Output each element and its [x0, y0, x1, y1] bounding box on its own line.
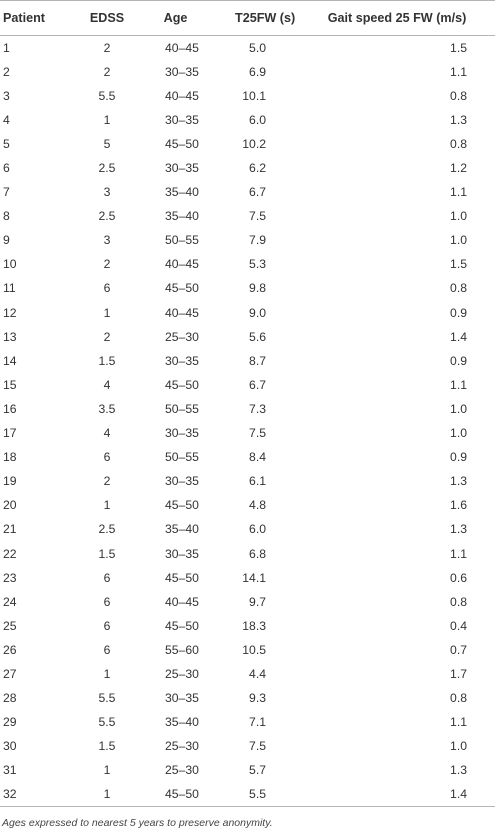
edss-cell: 6 — [103, 642, 111, 657]
age-cell: 25–30 — [165, 329, 199, 344]
gait-speed-cell: 0.8 — [450, 691, 467, 706]
t25fw-cell: 5.7 — [249, 763, 266, 778]
patient-cell: 30 — [3, 739, 17, 754]
age-cell: 45–50 — [165, 570, 199, 585]
t25fw-cell: 18.3 — [242, 618, 266, 633]
table-body — [0, 36, 495, 807]
t25fw-cell: 6.2 — [249, 161, 266, 176]
edss-cell: 1.5 — [98, 353, 116, 368]
gait-speed-cell: 1.3 — [450, 474, 467, 489]
table-row — [0, 782, 495, 806]
table-row — [0, 541, 495, 565]
edss-cell: 1 — [103, 763, 111, 778]
age-cell: 40–45 — [165, 594, 199, 609]
patient-cell: 23 — [3, 570, 17, 585]
age-cell: 45–50 — [142, 782, 209, 806]
table-row — [0, 493, 495, 517]
table-row — [0, 373, 495, 397]
table-row — [0, 36, 495, 60]
t25fw-cell: 10.2 — [242, 136, 266, 151]
gait-speed-cell: 1.3 — [450, 763, 467, 778]
age-cell: 30–35 — [165, 112, 199, 127]
patient-cell: 24 — [3, 594, 17, 609]
table-row — [0, 84, 495, 108]
edss-cell: 2 — [103, 474, 111, 489]
gait-speed-cell: 0.9 — [450, 353, 467, 368]
t25fw-cell: 6.0 — [249, 112, 266, 127]
edss-cell: 3 — [103, 185, 111, 200]
patient-cell: 3 — [3, 88, 10, 103]
t25fw-cell: 6.0 — [249, 522, 266, 537]
patient-cell: 5 — [3, 136, 10, 151]
age-cell: 25–30 — [165, 763, 199, 778]
patient-cell: 29 — [3, 715, 17, 730]
table-row — [0, 662, 495, 686]
edss-cell: 6 — [103, 618, 111, 633]
patient-cell: 28 — [3, 691, 17, 706]
t25fw-cell: 7.5 — [249, 209, 266, 224]
patient-cell: 19 — [3, 474, 17, 489]
age-cell: 45–50 — [165, 281, 199, 296]
patient-cell: 15 — [3, 377, 17, 392]
edss-cell: 3.5 — [98, 401, 116, 416]
t25fw-cell: 6.7 — [249, 377, 266, 392]
t25fw-cell: 10.1 — [242, 88, 266, 103]
edss-cell: 6 — [103, 450, 111, 465]
table-row — [0, 325, 495, 349]
t25fw-cell: 5.5 — [209, 782, 299, 806]
table-row — [0, 228, 495, 252]
age-cell: 25–30 — [165, 666, 199, 681]
table-row — [0, 686, 495, 710]
patient-cell: 10 — [3, 257, 17, 272]
header-age: Age — [142, 1, 209, 36]
gait-speed-cell: 1.0 — [450, 233, 467, 248]
t25fw-cell: 8.4 — [249, 450, 266, 465]
age-cell: 45–50 — [165, 136, 199, 151]
age-cell: 45–50 — [165, 618, 199, 633]
gait-speed-cell: 1.1 — [450, 64, 467, 79]
patient-cell: 31 — [3, 763, 17, 778]
edss-cell: 2 — [103, 329, 111, 344]
gait-speed-cell: 1.1 — [450, 377, 467, 392]
t25fw-cell: 9.7 — [249, 594, 266, 609]
table-footnote: Ages expressed to nearest 5 years to preserve anonymity. — [2, 817, 273, 829]
gait-speed-cell: 1.1 — [450, 546, 467, 561]
age-cell: 40–45 — [165, 40, 199, 55]
edss-cell: 4 — [103, 426, 111, 441]
t25fw-cell: 8.7 — [249, 353, 266, 368]
table-row — [0, 349, 495, 373]
gait-speed-cell: 1.1 — [450, 185, 467, 200]
table-row — [0, 276, 495, 300]
age-cell: 35–40 — [165, 715, 199, 730]
edss-cell: 2 — [103, 64, 111, 79]
gait-speed-cell: 1.2 — [450, 161, 467, 176]
age-cell: 40–45 — [165, 305, 199, 320]
edss-cell: 1 — [103, 666, 111, 681]
gait-speed-cell: 1.0 — [450, 209, 467, 224]
t25fw-cell: 7.9 — [249, 233, 266, 248]
table-row — [0, 132, 495, 156]
t25fw-cell: 6.7 — [249, 185, 266, 200]
edss-cell: 6 — [103, 281, 111, 296]
gait-speed-cell: 1.0 — [450, 401, 467, 416]
t25fw-cell: 4.8 — [249, 498, 266, 513]
age-cell: 25–30 — [165, 739, 199, 754]
age-cell: 40–45 — [165, 88, 199, 103]
header-edss: EDSS — [72, 1, 142, 36]
edss-cell: 2 — [103, 40, 111, 55]
t25fw-cell: 7.1 — [249, 715, 266, 730]
age-cell: 35–40 — [165, 209, 199, 224]
edss-cell: 1.5 — [98, 739, 116, 754]
edss-cell: 5 — [103, 136, 111, 151]
table-row — [0, 517, 495, 541]
age-cell: 30–35 — [165, 691, 199, 706]
table-row — [0, 566, 495, 590]
t25fw-cell: 5.3 — [249, 257, 266, 272]
t25fw-cell: 9.0 — [249, 305, 266, 320]
gait-speed-cell: 1.0 — [450, 739, 467, 754]
patient-cell: 9 — [3, 233, 10, 248]
table-row — [0, 421, 495, 445]
t25fw-cell: 14.1 — [242, 570, 266, 585]
age-cell: 40–45 — [165, 257, 199, 272]
header-t25fw: T25FW (s) — [209, 1, 299, 36]
patient-cell: 32 — [0, 782, 72, 806]
table-row — [0, 445, 495, 469]
table-row — [0, 60, 495, 84]
edss-cell: 2.5 — [98, 161, 116, 176]
table-row — [0, 156, 495, 180]
edss-cell: 5.5 — [98, 88, 116, 103]
patient-cell: 13 — [3, 329, 17, 344]
t25fw-cell: 5.0 — [249, 40, 266, 55]
table-row — [0, 252, 495, 276]
gait-speed-cell: 0.4 — [450, 618, 467, 633]
t25fw-cell: 7.5 — [249, 426, 266, 441]
gait-speed-cell: 1.4 — [450, 329, 467, 344]
table-row — [0, 758, 495, 782]
table-row — [0, 469, 495, 493]
table-row — [0, 204, 495, 228]
edss-cell: 2 — [103, 257, 111, 272]
edss-cell: 6 — [103, 570, 111, 585]
patient-cell: 25 — [3, 618, 17, 633]
patient-cell: 27 — [3, 666, 17, 681]
t25fw-cell: 7.5 — [249, 739, 266, 754]
t25fw-cell: 4.4 — [249, 666, 266, 681]
table-header-row — [0, 1, 495, 36]
gait-speed-cell: 1.0 — [450, 426, 467, 441]
age-cell: 30–35 — [165, 161, 199, 176]
edss-cell: 1 — [72, 782, 142, 806]
gait-speed-cell: 1.5 — [450, 40, 467, 55]
age-cell: 30–35 — [165, 426, 199, 441]
edss-cell: 1 — [103, 112, 111, 127]
age-cell: 35–40 — [165, 522, 199, 537]
age-cell: 35–40 — [165, 185, 199, 200]
gait-speed-cell: 0.6 — [450, 570, 467, 585]
patient-cell: 16 — [3, 401, 17, 416]
edss-cell: 1 — [103, 305, 111, 320]
gait-speed-cell: 0.8 — [450, 136, 467, 151]
edss-cell: 1 — [103, 498, 111, 513]
gait-speed-cell: 0.7 — [450, 642, 467, 657]
patient-cell: 12 — [3, 305, 17, 320]
table-row — [0, 301, 495, 325]
patient-cell: 6 — [3, 161, 10, 176]
table-row — [0, 638, 495, 662]
t25fw-cell: 10.5 — [242, 642, 266, 657]
header-patient: Patient — [0, 1, 72, 36]
patient-cell: 4 — [3, 112, 10, 127]
age-cell: 50–55 — [165, 450, 199, 465]
patient-cell: 1 — [3, 40, 10, 55]
edss-cell: 1.5 — [98, 546, 116, 561]
age-cell: 50–55 — [165, 233, 199, 248]
gait-speed-cell: 1.6 — [450, 498, 467, 513]
gait-speed-cell: 1.4 — [299, 782, 495, 806]
age-cell: 50–55 — [165, 401, 199, 416]
age-cell: 30–35 — [165, 474, 199, 489]
age-cell: 30–35 — [165, 353, 199, 368]
table-row — [0, 614, 495, 638]
patient-cell: 11 — [3, 281, 16, 296]
patient-cell: 14 — [3, 353, 17, 368]
patient-cell: 20 — [3, 498, 17, 513]
t25fw-cell: 6.9 — [249, 64, 266, 79]
edss-cell: 2.5 — [98, 522, 116, 537]
age-cell: 45–50 — [165, 377, 199, 392]
edss-cell: 2.5 — [98, 209, 116, 224]
edss-cell: 6 — [103, 594, 111, 609]
edss-cell: 5.5 — [98, 691, 116, 706]
patient-cell: 8 — [3, 209, 10, 224]
gait-speed-cell: 1.1 — [450, 715, 467, 730]
table-row — [0, 397, 495, 421]
patient-cell: 18 — [3, 450, 17, 465]
t25fw-cell: 9.3 — [249, 691, 266, 706]
table-row — [0, 180, 495, 204]
t25fw-cell: 5.6 — [249, 329, 266, 344]
patient-cell: 2 — [3, 64, 10, 79]
gait-speed-cell: 0.8 — [450, 88, 467, 103]
patient-cell: 7 — [3, 185, 10, 200]
header-gait-speed: Gait speed 25 FW (m/s) — [299, 1, 495, 36]
t25fw-cell: 6.1 — [249, 474, 266, 489]
patient-cell: 26 — [3, 642, 17, 657]
t25fw-cell: 9.8 — [249, 281, 266, 296]
gait-speed-cell: 1.3 — [450, 522, 467, 537]
t25fw-cell: 6.8 — [249, 546, 266, 561]
table-row — [0, 710, 495, 734]
gait-speed-cell: 1.7 — [450, 666, 467, 681]
age-cell: 30–35 — [165, 64, 199, 79]
age-cell: 45–50 — [165, 498, 199, 513]
gait-speed-cell: 0.8 — [450, 281, 467, 296]
gait-speed-cell: 1.5 — [450, 257, 467, 272]
gait-speed-cell: 0.9 — [450, 305, 467, 320]
gait-speed-cell: 0.8 — [450, 594, 467, 609]
patient-cell: 17 — [3, 426, 17, 441]
t25fw-cell: 7.3 — [249, 401, 266, 416]
table-row — [0, 108, 495, 132]
age-cell: 30–35 — [165, 546, 199, 561]
patient-cell: 21 — [3, 522, 17, 537]
table-row — [0, 734, 495, 758]
edss-cell: 5.5 — [98, 715, 116, 730]
gait-speed-cell: 0.9 — [450, 450, 467, 465]
gait-speed-cell: 1.3 — [450, 112, 467, 127]
patient-cell: 22 — [3, 546, 17, 561]
age-cell: 55–60 — [165, 642, 199, 657]
table-row — [0, 590, 495, 614]
edss-cell: 4 — [103, 377, 111, 392]
edss-cell: 3 — [103, 233, 111, 248]
